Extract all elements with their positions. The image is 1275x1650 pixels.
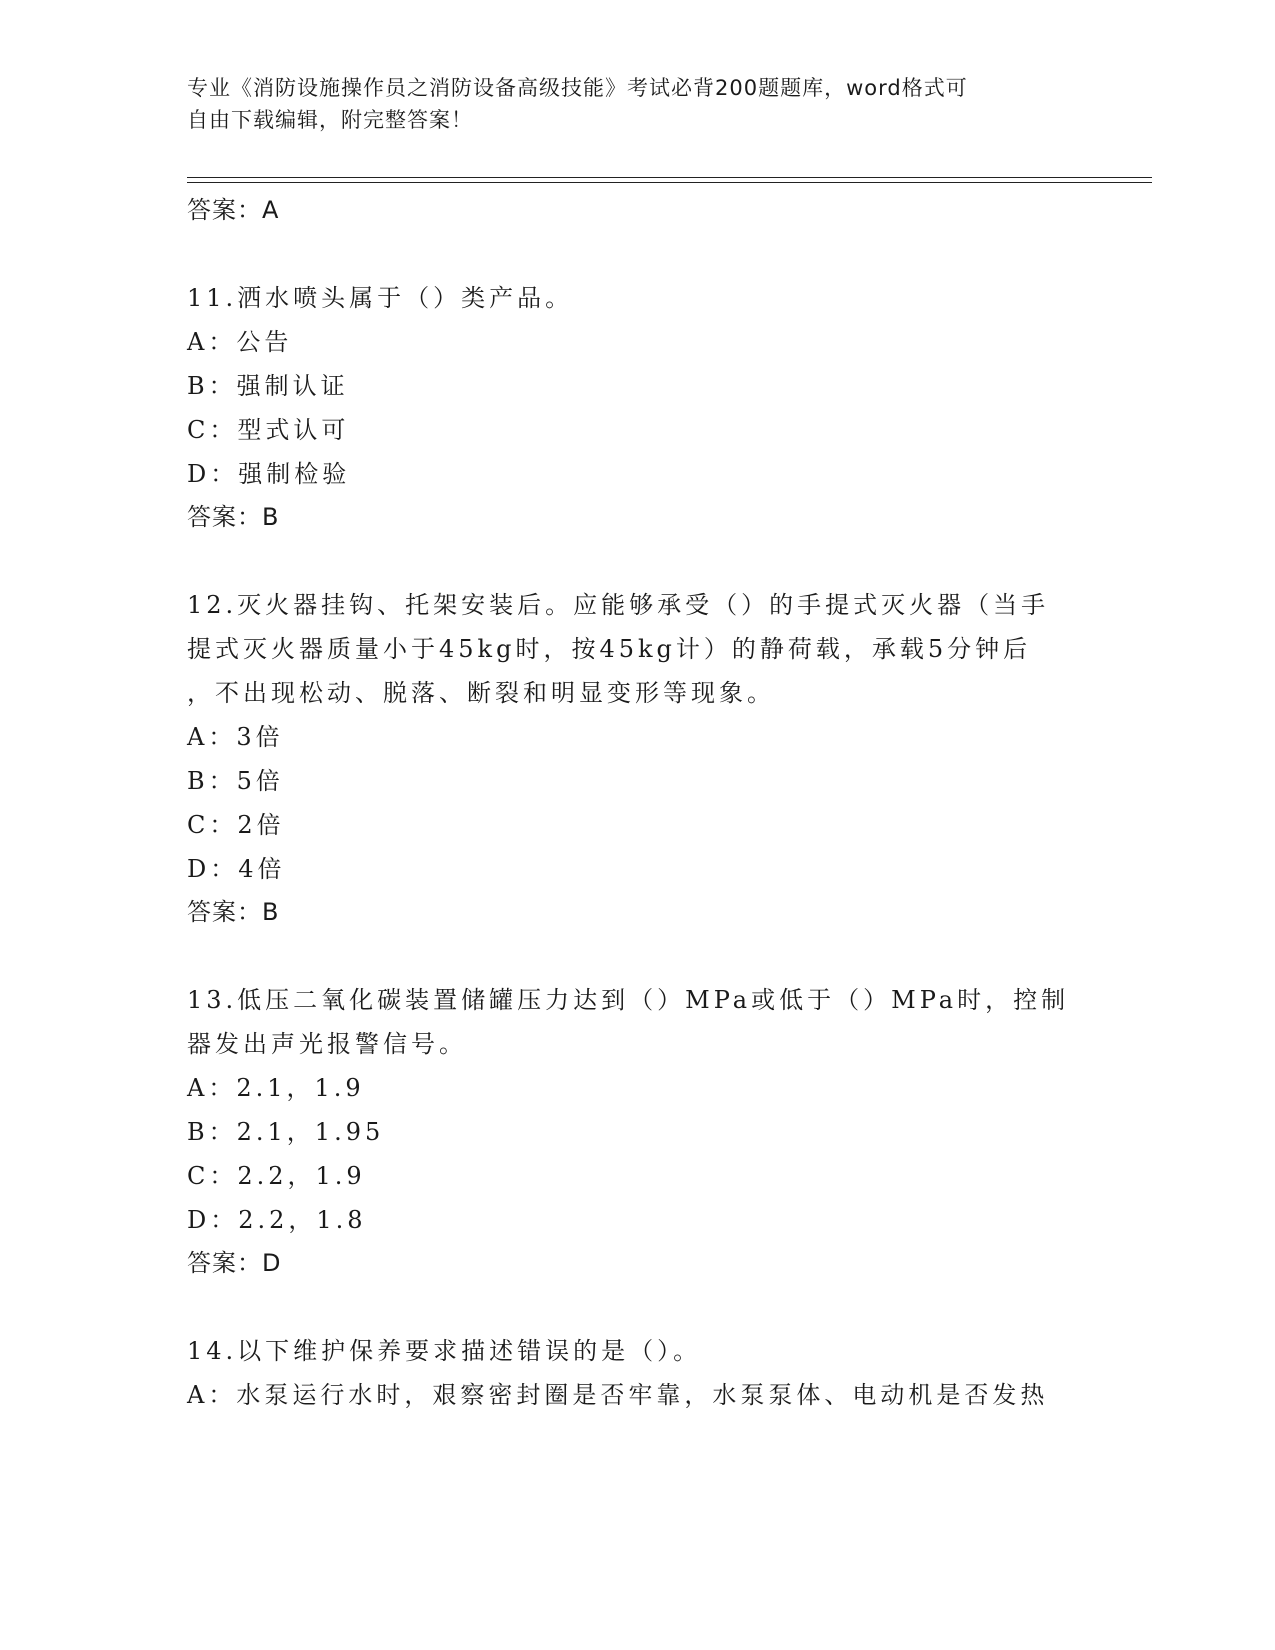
question-14-text: 14.以下维护保养要求描述错误的是（）。 <box>187 1337 702 1365</box>
question-12-text-line-3: ，不出现松动、脱落、断裂和明显变形等现象。 <box>187 679 775 707</box>
question-12-option-a: A：3倍 <box>187 723 284 751</box>
question-13-option-b: B：2.1，1.95 <box>187 1118 385 1146</box>
question-11-option-c: C：型式认可 <box>187 416 350 444</box>
header-line-2: 自由下载编辑，附完整答案！ <box>187 108 473 132</box>
question-11-option-a: A：公告 <box>187 328 293 356</box>
question-11-answer: 答案：B <box>187 503 280 531</box>
question-11-option-d: D：强制检验 <box>187 460 351 488</box>
question-13-answer: 答案：D <box>187 1249 282 1277</box>
question-13-text-line-2: 器发出声光报警信号。 <box>187 1030 467 1058</box>
question-13-option-c: C：2.2，1.9 <box>187 1162 366 1190</box>
document-header <box>187 72 1067 136</box>
header-divider-top <box>187 177 1152 178</box>
question-12-answer: 答案：B <box>187 898 280 926</box>
question-11-option-b: B：强制认证 <box>187 372 349 400</box>
question-13-option-d: D：2.2，1.8 <box>187 1206 367 1234</box>
question-14-option-a: A：水泵运行水时，艰察密封圈是否牢靠，水泵泵体、电动机是否发热 <box>187 1381 1049 1409</box>
header-divider-bottom <box>187 182 1152 183</box>
question-12-option-c: C：2倍 <box>187 811 285 839</box>
header-line-1: 专业《消防设施操作员之消防设备高级技能》考试必背200题题库，word格式可 <box>187 76 968 100</box>
question-13-option-a: A：2.1，1.9 <box>187 1074 365 1102</box>
question-11-text: 11.洒水喷头属于（）类产品。 <box>187 284 574 312</box>
question-12-text-line-2: 提式灭火器质量小于45kg时，按45kg计）的静荷载，承载5分钟后 <box>187 635 1032 663</box>
question-12-option-b: B：5倍 <box>187 767 284 795</box>
question-13-text-line-1: 13.低压二氧化碳装置储罐压力达到（）MPa或低于（）MPa时，控制 <box>187 986 1070 1014</box>
answer-line: 答案：A <box>187 196 280 224</box>
question-12-option-d: D：4倍 <box>187 855 286 883</box>
question-12-text-line-1: 12.灭火器挂钩、托架安装后。应能够承受（）的手提式灭火器（当手 <box>187 591 1050 619</box>
